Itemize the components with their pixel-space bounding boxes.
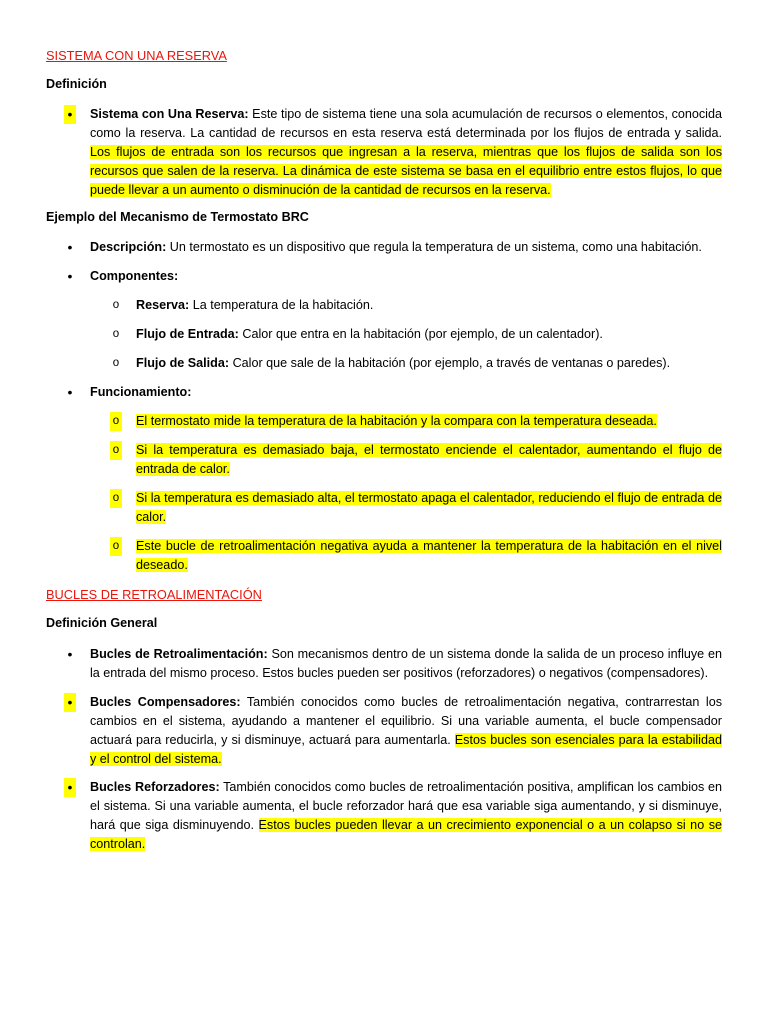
item-text	[136, 441, 722, 479]
example-label: Ejemplo del Mecanismo de Termostato BRC	[46, 210, 309, 224]
list-item-description	[67, 238, 722, 257]
section-heading-feedback: BUCLES DE RETROALIMENTACIÓN	[46, 587, 262, 602]
circle-bullet-icon: o	[110, 537, 122, 556]
item-highlight: Este bucle de retroalimentación negativa ayuda a mantener la temperatura de la habitación en el nivel deseado.	[136, 539, 722, 572]
item-text	[136, 325, 722, 344]
circle-bullet-icon: o	[112, 328, 120, 340]
item-text	[90, 267, 722, 286]
circle-bullet-icon: o	[112, 357, 120, 369]
item-text	[90, 778, 722, 854]
bullet-icon: •	[64, 693, 76, 712]
item-term: Descripción:	[90, 240, 167, 254]
bullet-icon: •	[67, 268, 73, 284]
list-item-operation-2	[112, 441, 722, 479]
list-item-component-reserve	[112, 296, 722, 315]
list-item-operation-3	[112, 489, 722, 527]
item-body: Un termostato es un dispositivo que regula la temperatura de un sistema, como una habitación.	[166, 240, 702, 254]
item-highlight: Si la temperatura es demasiado alta, el termostato apaga el calentador, reduciendo el flujo de entrada de calor.	[136, 491, 722, 524]
item-term: Bucles Compensadores:	[90, 695, 241, 709]
general-definition-label: Definición General	[46, 616, 158, 630]
item-highlight: Los flujos de entrada son los recursos que ingresan a la reserva, mientras que los flujos de salida son los recursos que salen de la reserva. La dinámica de este sistema se basa en el equilibrio entre estos flujos, lo que puede llevar a un aumento o disminución de la cantidad de recursos en la reserva.	[90, 145, 722, 197]
circle-bullet-icon: o	[110, 441, 122, 460]
item-body: Son mecanismos dentro de un sistema donde la salida de un proceso influye en la entrada del mismo proceso. Estos bucles pueden ser positivos (reforzadores) o negativos (compensadores).	[90, 647, 722, 680]
list-item-component-outflow	[112, 354, 722, 373]
item-text	[136, 489, 722, 527]
list-item-operation-1	[112, 412, 722, 431]
bullet-icon: •	[64, 778, 76, 797]
list-item-components	[67, 267, 722, 286]
item-body: También conocidos como bucles de retroalimentación positiva, amplifican los cambios en el sistema. Si una variable aumenta, el bucle reforzador hará que esa variable siga aumentando, y si disminuye, hará que siga disminuyendo.	[90, 780, 722, 832]
item-term: Bucles de Retroalimentación:	[90, 647, 268, 661]
item-text	[136, 354, 722, 373]
item-term: Funcionamiento:	[90, 385, 192, 399]
list-item-reserve-definition	[67, 105, 722, 200]
item-term: Flujo de Entrada:	[136, 327, 239, 341]
item-text	[136, 537, 722, 575]
item-text	[136, 296, 722, 315]
item-body: También conocidos como bucles de retroalimentación negativa, contrarrestan los cambios en el sistema, ayudando a mantener el equilibrio. Si una variable aumenta, el bucle compensador actuará para reducirla, y si disminuye, actuará para aumentarla.	[90, 695, 722, 747]
bullet-icon: •	[67, 239, 73, 255]
item-body: Este tipo de sistema tiene una sola acumulación de recursos o elementos, conocida como la reserva. La cantidad de recursos en esta reserva está determinada por los flujos de entrada y salida.	[90, 107, 722, 140]
item-body: Calor que entra en la habitación (por ejemplo, de un calentador).	[238, 327, 603, 341]
item-text	[136, 412, 722, 431]
bullet-icon: •	[64, 105, 76, 124]
item-body: Calor que sale de la habitación (por ejemplo, a través de ventanas o paredes).	[229, 356, 671, 370]
item-highlight: Estos bucles son esenciales para la estabilidad y el control del sistema.	[90, 733, 722, 766]
list-item-reinforcing-loops	[67, 778, 722, 854]
item-text	[90, 645, 722, 683]
list-item-balancing-loops	[67, 693, 722, 769]
item-text	[90, 238, 722, 257]
item-term: Componentes:	[90, 269, 179, 283]
list-item-feedback-loops	[67, 645, 722, 683]
item-body: La temperatura de la habitación.	[189, 298, 374, 312]
item-highlight: Si la temperatura es demasiado baja, el termostato enciende el calentador, aumentando el flujo de entrada de calor.	[136, 443, 722, 476]
bullet-icon: •	[67, 646, 73, 662]
item-highlight: El termostato mide la temperatura de la habitación y la compara con la temperatura deseada.	[136, 414, 657, 428]
list-item-operation-4	[112, 537, 722, 575]
item-term: Reserva:	[136, 298, 190, 312]
item-text	[90, 693, 722, 769]
circle-bullet-icon: o	[112, 299, 120, 311]
item-term: Bucles Reforzadores:	[90, 780, 220, 794]
definition-label: Definición	[46, 77, 107, 91]
circle-bullet-icon: o	[110, 489, 122, 508]
item-highlight: Estos bucles pueden llevar a un crecimiento exponencial o a un colapso si no se controlan.	[90, 818, 722, 851]
list-item-operation	[67, 383, 722, 402]
item-term: Sistema con Una Reserva:	[90, 107, 249, 121]
section-heading-reserve: SISTEMA CON UNA RESERVA	[46, 48, 227, 63]
item-text	[90, 383, 722, 402]
item-text	[90, 105, 722, 200]
bullet-icon: •	[67, 384, 73, 400]
item-term: Flujo de Salida:	[136, 356, 230, 370]
circle-bullet-icon: o	[110, 412, 122, 431]
list-item-component-inflow	[112, 325, 722, 344]
